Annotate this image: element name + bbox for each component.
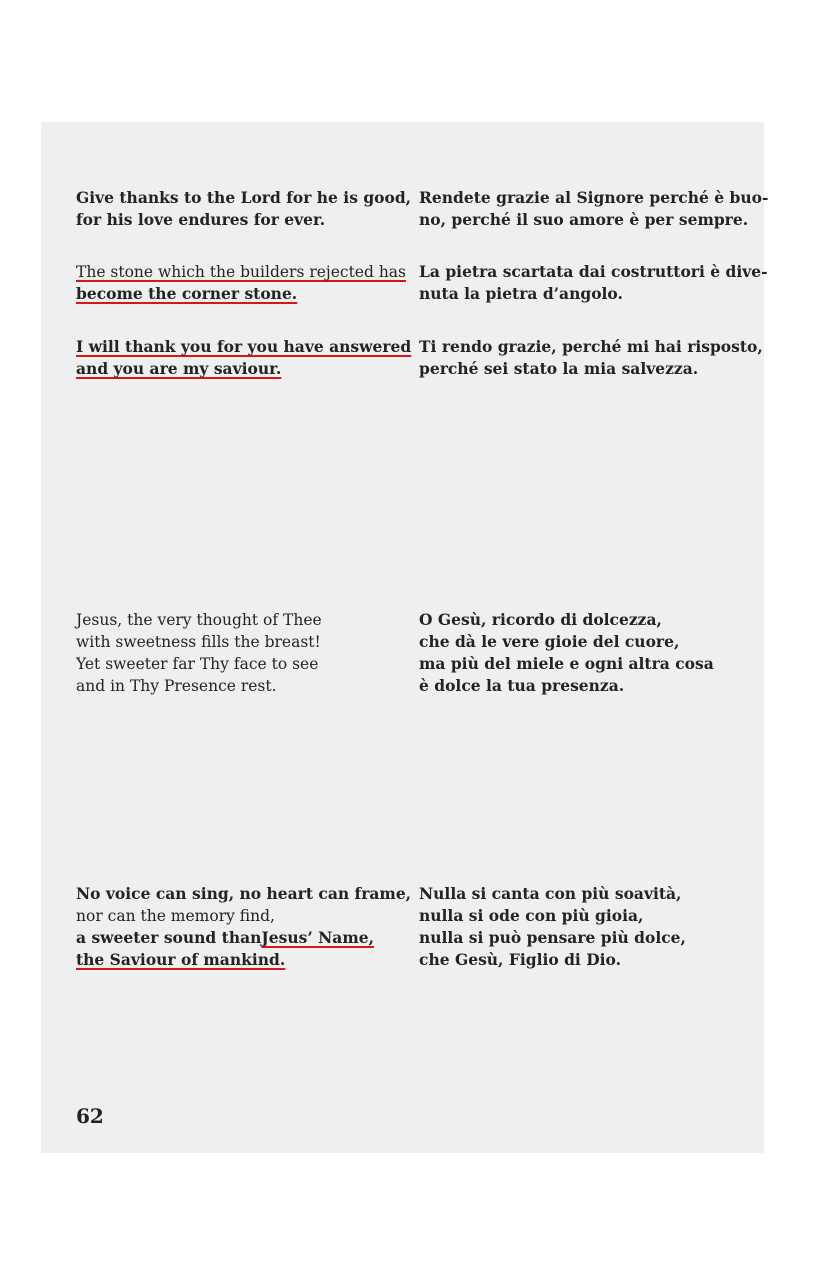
stanza-2-english xyxy=(76,261,406,305)
verse-line: Jesus, the very thought of Thee xyxy=(76,611,322,629)
verse-line: with sweetness fills the breast! xyxy=(76,633,321,651)
stanza-1-italian xyxy=(419,187,768,231)
verse-line: O Gesù, ricordo di dolcezza, xyxy=(419,610,662,629)
verse-line: and in Thy Presence rest. xyxy=(76,677,277,695)
verse-line: Give thanks to the Lord for he is good, xyxy=(76,188,412,207)
verse-line: La pietra scartata dai costruttori è dive- xyxy=(419,262,768,281)
underlined-phrase: Jesus’ Name, xyxy=(261,928,374,947)
underlined-verse-line: The stone which the builders rejected has xyxy=(76,263,407,281)
verse-line: Rendete grazie al Signore perché è buo- xyxy=(419,188,769,207)
underlined-verse-line: and you are my saviour. xyxy=(76,359,282,378)
stanza-3-italian xyxy=(419,336,763,380)
verse-line: No voice can sing, no heart can frame, xyxy=(76,884,412,903)
page-number: 62 xyxy=(76,1104,104,1128)
verse-line: che dà le vere gioie del cuore, xyxy=(419,632,680,651)
underlined-verse-line: I will thank you for you have answered xyxy=(76,337,412,356)
verse-line: for his love endures for ever. xyxy=(76,210,326,229)
verse-line: Nulla si canta con più soavità, xyxy=(419,884,682,903)
stanza-5-english xyxy=(76,883,411,971)
verse-line: perché sei stato la mia salvezza. xyxy=(419,359,699,378)
stanza-5-italian xyxy=(419,883,686,971)
verse-line: nulla si può pensare più dolce, xyxy=(419,928,686,947)
verse-line: è dolce la tua presenza. xyxy=(419,676,625,695)
verse-line: a sweeter sound than xyxy=(76,928,262,947)
stanza-4-italian xyxy=(419,609,714,697)
stanza-4-english xyxy=(76,609,322,697)
stanza-2-italian xyxy=(419,261,768,305)
underlined-verse-line: the Saviour of mankind. xyxy=(76,950,286,969)
verse-line: che Gesù, Figlio di Dio. xyxy=(419,950,622,969)
verse-line: nulla si ode con più gioia, xyxy=(419,906,644,925)
verse-line: no, perché il suo amore è per sempre. xyxy=(419,210,749,229)
verse-line: Ti rendo grazie, perché mi hai risposto, xyxy=(419,337,763,356)
stanza-1-english xyxy=(76,187,411,231)
verse-line: ma più del miele e ogni altra cosa xyxy=(419,654,714,673)
underlined-verse-line: become the corner stone. xyxy=(76,284,298,303)
verse-line: nuta la pietra d’angolo. xyxy=(419,284,623,303)
verse-line: Yet sweeter far Thy face to see xyxy=(76,655,319,673)
verse-line: nor can the memory find, xyxy=(76,907,275,925)
stanza-3-english xyxy=(76,336,411,380)
